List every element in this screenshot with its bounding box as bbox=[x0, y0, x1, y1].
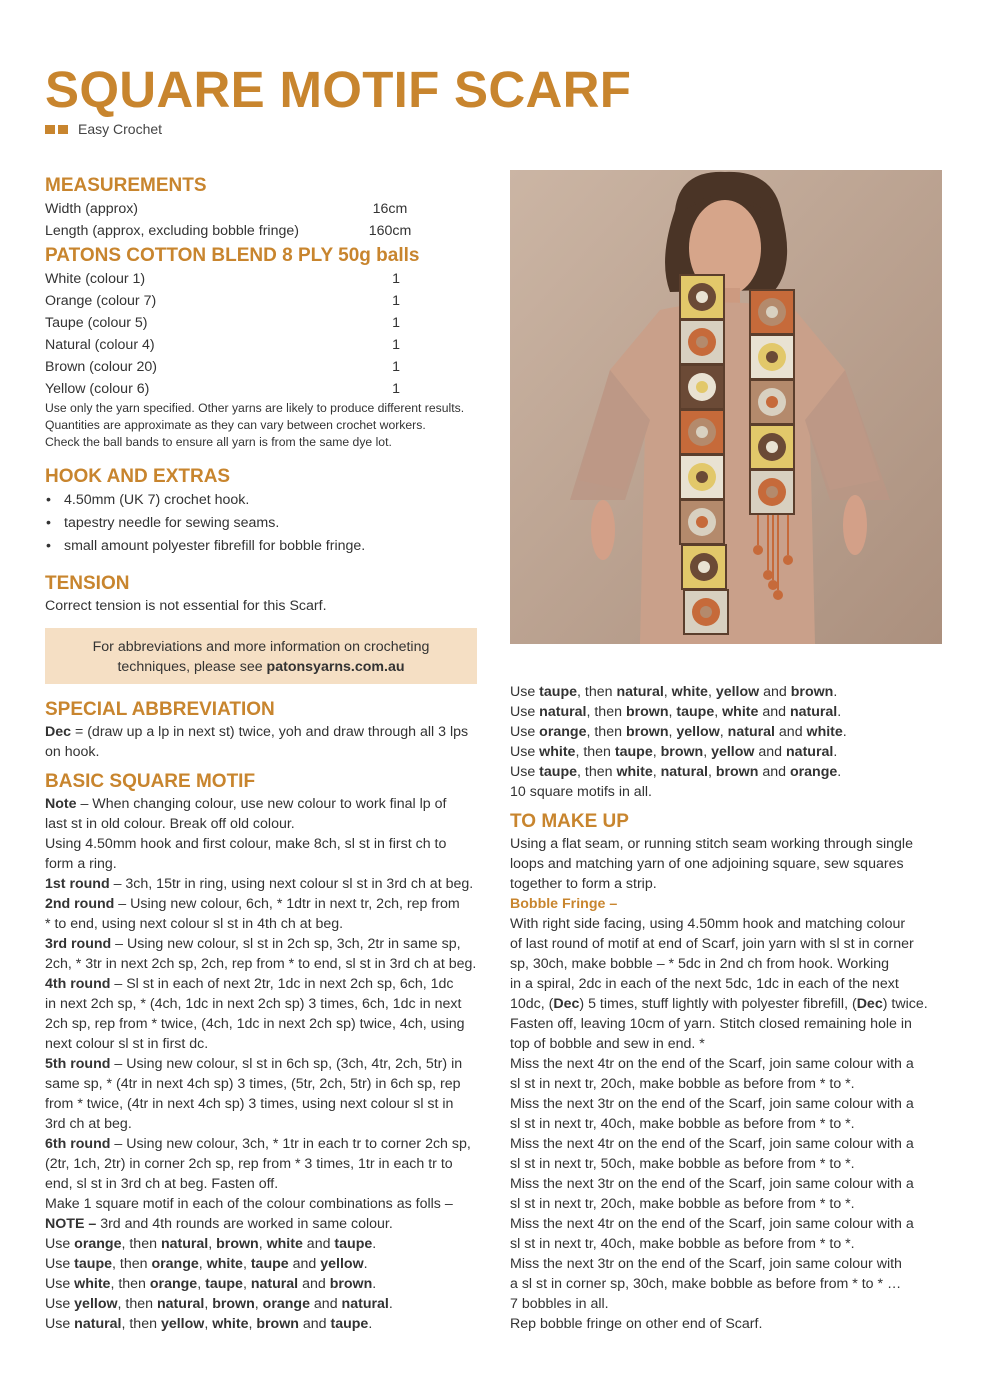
instruction-line: 2ch sp, rep from * twice, (4ch, 1dc in next 2ch sp) twice, 4ch, using bbox=[45, 1016, 465, 1032]
colour-name: white bbox=[806, 724, 843, 740]
combination-text: , bbox=[663, 684, 672, 700]
combination-text: , bbox=[719, 724, 728, 740]
measurement-row bbox=[45, 198, 485, 220]
combination-text: Use bbox=[45, 1256, 75, 1272]
yarn-row bbox=[45, 356, 485, 378]
colour-combination-line bbox=[510, 762, 950, 782]
instruction-text: ) twice. bbox=[882, 996, 928, 1012]
tension-heading: TENSION bbox=[45, 573, 130, 594]
scarf-motif-centre bbox=[766, 441, 778, 453]
instruction-line: loops and matching yarn of one adjoining square, sew squares bbox=[510, 856, 904, 872]
combination-text: and bbox=[288, 1256, 321, 1272]
basic-square-instructions bbox=[45, 794, 485, 1234]
instruction-line: form a ring. bbox=[45, 856, 117, 872]
to-make-up-heading: TO MAKE UP bbox=[510, 811, 629, 832]
abbreviation-term: Dec bbox=[856, 996, 883, 1012]
combination-text: , then bbox=[577, 684, 617, 700]
yarn-qty: 1 bbox=[392, 381, 400, 397]
colour-name: white bbox=[539, 744, 576, 760]
website-link[interactable]: patonsyarns.com.au bbox=[266, 659, 405, 675]
colour-name: brown bbox=[625, 724, 669, 740]
colour-combination-line bbox=[510, 702, 950, 722]
colour-name: white bbox=[74, 1276, 111, 1292]
round-label: 2nd round bbox=[45, 896, 115, 912]
instruction-line bbox=[45, 874, 485, 894]
instruction-text: – Using new colour, sl st in 6ch sp, (3ch, 4tr, 2ch, 5tr) in bbox=[110, 1056, 463, 1072]
page-title: SQUARE MOTIF SCARF bbox=[45, 61, 632, 118]
basic-square-heading: BASIC SQUARE MOTIF bbox=[45, 771, 256, 792]
yarn-label: White (colour 1) bbox=[45, 271, 146, 287]
combination-text: . bbox=[833, 684, 838, 700]
instruction-line: Miss the next 4tr on the end of the Scarf, join same colour with a bbox=[510, 1136, 914, 1152]
bobble bbox=[783, 555, 793, 565]
colour-name: taupe bbox=[539, 684, 578, 700]
instruction-line: sl st in next tr, 50ch, make bobble as before from * to *. bbox=[510, 1156, 855, 1172]
colour-name: brown bbox=[715, 764, 759, 780]
instruction-line: Miss the next 4tr on the end of the Scarf, join same colour with a bbox=[510, 1056, 914, 1072]
instruction-line: Make 1 square motif in each of the colour combinations as folls – bbox=[45, 1196, 453, 1212]
special-abbreviation-heading: SPECIAL ABBREVIATION bbox=[45, 699, 275, 720]
colour-name: yellow bbox=[74, 1296, 118, 1312]
instruction-line: together to form a strip. bbox=[510, 876, 657, 892]
scarf-motif-centre bbox=[696, 336, 708, 348]
colour-name: natural bbox=[539, 704, 587, 720]
colour-name: taupe bbox=[539, 764, 578, 780]
yarn-note-line: Use only the yarn specified. Other yarns are likely to produce different results. bbox=[45, 401, 465, 415]
combination-text: , bbox=[248, 1316, 257, 1332]
yarn-table bbox=[45, 268, 485, 400]
instruction-text: 3rd and 4th rounds are worked in same colour. bbox=[96, 1216, 393, 1232]
measurements-heading: MEASUREMENTS bbox=[45, 175, 207, 196]
combination-text: and bbox=[298, 1316, 331, 1332]
bobble-fringe-heading: Bobble Fringe – bbox=[510, 896, 618, 912]
combination-text: . bbox=[842, 724, 847, 740]
colour-name: natural bbox=[250, 1276, 299, 1292]
combination-text: Use bbox=[45, 1296, 75, 1312]
yarn-note bbox=[45, 400, 485, 451]
combination-text: and bbox=[759, 684, 791, 700]
instruction-line: same sp, * (4tr in next 4ch sp) 3 times, (5tr, 2ch, 5tr) in 6ch sp, rep bbox=[45, 1076, 461, 1092]
combination-text: . bbox=[833, 744, 838, 760]
colour-name: white bbox=[671, 684, 708, 700]
instruction-line: Fasten off, leaving 10cm of yarn. Stitch closed remaining hole in bbox=[510, 1016, 912, 1032]
colour-combination-line bbox=[45, 1254, 485, 1274]
scarf-motif-centre bbox=[766, 351, 778, 363]
combination-text: Use bbox=[510, 744, 540, 760]
combination-text: and bbox=[758, 704, 790, 720]
combination-text: Use bbox=[510, 684, 540, 700]
colour-name: taupe bbox=[74, 1256, 113, 1272]
combination-text: , bbox=[652, 744, 661, 760]
instruction-line: last st in old colour. Break off old colour. bbox=[45, 816, 295, 832]
yarn-label: Brown (colour 20) bbox=[45, 359, 157, 375]
instruction-line: end, sl st in 3rd ch at beg. Fasten off. bbox=[45, 1176, 279, 1192]
combination-text: , bbox=[258, 1236, 267, 1252]
note-label: Note bbox=[45, 796, 77, 812]
combination-text: , bbox=[242, 1276, 251, 1292]
bobble-fringe-instructions bbox=[510, 1014, 950, 1334]
combination-text: , bbox=[204, 1296, 213, 1312]
combination-text: , bbox=[668, 724, 677, 740]
left-column bbox=[45, 170, 485, 1334]
colour-name: natural bbox=[786, 744, 834, 760]
instruction-line bbox=[45, 1214, 485, 1234]
yarn-label: Orange (colour 7) bbox=[45, 293, 157, 309]
instruction-line: Miss the next 4tr on the end of the Scarf, join same colour with a bbox=[510, 1216, 914, 1232]
instruction-line: Rep bobble fringe on other end of Scarf. bbox=[510, 1316, 763, 1332]
scarf-motif-centre bbox=[696, 471, 708, 483]
colour-name: orange bbox=[74, 1236, 122, 1252]
colour-name: taupe bbox=[334, 1236, 373, 1252]
instruction-line: (2tr, 1ch, 2tr) in corner 2ch sp, rep from * 3 times, 1tr in each tr to bbox=[45, 1156, 453, 1172]
colour-name: yellow bbox=[715, 684, 760, 700]
colour-name: taupe bbox=[330, 1316, 369, 1332]
scarf-motif-centre bbox=[696, 516, 708, 528]
colour-name: taupe bbox=[250, 1256, 289, 1272]
colour-name: natural bbox=[616, 684, 664, 700]
combination-text: , then bbox=[112, 1256, 152, 1272]
yarn-qty: 1 bbox=[392, 271, 400, 287]
hook-list-item: • 4.50mm (UK 7) crochet hook. bbox=[45, 489, 485, 512]
combination-text: and bbox=[774, 724, 807, 740]
combination-text: , then bbox=[117, 1296, 157, 1312]
hook-heading: HOOK AND EXTRAS bbox=[45, 466, 231, 487]
combination-text: , bbox=[668, 704, 677, 720]
hook-list-item: • small amount polyester fibrefill for bobble fringe. bbox=[45, 535, 485, 558]
motif-total: 10 square motifs in all. bbox=[510, 784, 652, 800]
colour-name: white bbox=[722, 704, 759, 720]
colour-name: taupe bbox=[205, 1276, 243, 1292]
yarn-label: Yellow (colour 6) bbox=[45, 381, 150, 397]
combination-text: and bbox=[302, 1236, 335, 1252]
combination-text: Use bbox=[510, 704, 540, 720]
note-label: NOTE – bbox=[45, 1216, 97, 1232]
instruction-line: 2ch, * 3tr in next 2ch sp, 2ch, rep from * to end, sl st in 3rd ch at beg. bbox=[45, 956, 477, 972]
combination-text: . bbox=[388, 1296, 393, 1312]
instruction-text: 10dc, ( bbox=[510, 996, 554, 1012]
combination-text: Use bbox=[45, 1316, 75, 1332]
combination-text: , then bbox=[121, 1236, 161, 1252]
yarn-qty: 1 bbox=[392, 293, 400, 309]
colour-name: yellow bbox=[676, 724, 720, 740]
combination-text: , bbox=[197, 1276, 206, 1292]
colour-combination-line bbox=[510, 742, 950, 762]
instruction-line: of last round of motif at end of Scarf, join yarn with sl st in corner bbox=[510, 936, 914, 952]
yarn-row bbox=[45, 334, 485, 356]
yarn-qty: 1 bbox=[392, 337, 400, 353]
yarn-row bbox=[45, 378, 485, 400]
combination-text: . bbox=[363, 1256, 368, 1272]
combination-text: , bbox=[714, 704, 723, 720]
combination-text: , bbox=[208, 1236, 217, 1252]
colour-name: natural bbox=[727, 724, 775, 740]
instruction-line: in a spiral, 2dc in each of the next 5dc, 1dc in each of the next bbox=[510, 976, 899, 992]
instruction-line: next colour sl st in first dc. bbox=[45, 1036, 209, 1052]
colour-name: brown bbox=[790, 684, 834, 700]
instruction-line bbox=[45, 1054, 485, 1074]
colour-name: natural bbox=[157, 1296, 205, 1312]
colour-combination-line bbox=[510, 682, 950, 702]
round-label: 1st round bbox=[45, 876, 110, 892]
combination-text: , then bbox=[577, 764, 617, 780]
colour-name: white bbox=[266, 1236, 303, 1252]
combination-text: Use bbox=[510, 724, 540, 740]
combination-text: , bbox=[254, 1296, 263, 1312]
abbreviation-term: Dec bbox=[553, 996, 580, 1012]
round-label: 4th round bbox=[45, 976, 111, 992]
instruction-line: sl st in next tr, 20ch, make bobble as before from * to *. bbox=[510, 1196, 855, 1212]
yarn-label: Taupe (colour 5) bbox=[45, 315, 148, 331]
instruction-line: 3rd ch at beg. bbox=[45, 1116, 132, 1132]
colour-name: yellow bbox=[711, 744, 755, 760]
bobble bbox=[753, 545, 763, 555]
info-line bbox=[45, 657, 477, 677]
colour-name: brown bbox=[256, 1316, 299, 1332]
combination-text: , bbox=[652, 764, 661, 780]
combination-text: , bbox=[198, 1256, 207, 1272]
combination-text: , bbox=[707, 764, 716, 780]
combination-text: , then bbox=[586, 724, 626, 740]
colour-name: brown bbox=[212, 1296, 255, 1312]
colour-name: natural bbox=[160, 1236, 209, 1252]
instruction-line: Using 4.50mm hook and first colour, make 8ch, sl st in first ch to bbox=[45, 836, 447, 852]
instruction-line bbox=[45, 934, 485, 954]
hook-list-item: • tapestry needle for sewing seams. bbox=[45, 512, 485, 535]
yarn-row bbox=[45, 268, 485, 290]
instruction-line: a sl st in corner sp, 30ch, make bobble as before from * to * … bbox=[510, 1276, 902, 1292]
instruction-line bbox=[45, 894, 485, 914]
instruction-text: – Sl st in each of next 2tr, 1dc in next 2ch sp, 6ch, 1dc bbox=[110, 976, 454, 992]
special-abbreviation-text bbox=[45, 722, 485, 742]
colour-name: yellow bbox=[160, 1316, 205, 1332]
colour-name: orange bbox=[262, 1296, 310, 1312]
instruction-line: Using a flat seam, or running stitch seam working through single bbox=[510, 836, 913, 852]
measurement-value: 16cm bbox=[372, 201, 408, 217]
yarn-note-line: Quantities are approximate as they can vary between crochet workers. bbox=[45, 418, 426, 432]
instruction-line: sl st in next tr, 40ch, make bobble as before from * to *. bbox=[510, 1236, 855, 1252]
bobble bbox=[768, 580, 778, 590]
measurement-value: 160cm bbox=[368, 223, 412, 239]
combination-text: and bbox=[298, 1276, 330, 1292]
yarn-row bbox=[45, 312, 485, 334]
instruction-line: * to end, using next colour sl st in 4th ch at beg. bbox=[45, 916, 344, 932]
colour-name: orange bbox=[789, 764, 838, 780]
tension-text: Correct tension is not essential for this Scarf. bbox=[45, 598, 327, 614]
scarf-motif-centre bbox=[696, 426, 708, 438]
combination-text: , bbox=[204, 1316, 213, 1332]
difficulty-label: Easy Crochet bbox=[78, 121, 163, 137]
colour-name: natural bbox=[789, 704, 838, 720]
colour-name: yellow bbox=[320, 1256, 364, 1272]
combination-text: Use bbox=[510, 764, 540, 780]
colour-name: white bbox=[206, 1256, 243, 1272]
abbreviation-definition: = (draw up a lp in next st) twice, yoh and draw through all 3 lps bbox=[71, 724, 469, 740]
colour-name: orange bbox=[151, 1256, 199, 1272]
info-line: For abbreviations and more information on crocheting bbox=[92, 639, 430, 655]
colour-combination-line bbox=[45, 1314, 485, 1334]
abbreviation-term: Dec bbox=[45, 724, 72, 740]
instruction-line: in next 2ch sp, * (4ch, 1dc in next 2ch sp) 3 times, 6ch, 1dc in next bbox=[45, 996, 462, 1012]
difficulty-square-icon bbox=[45, 125, 55, 134]
instruction-line: sl st in next tr, 20ch, make bobble as before from * to *. bbox=[510, 1076, 855, 1092]
instruction-text: – 3ch, 15tr in ring, using next colour sl st in 3rd ch at beg. bbox=[109, 876, 474, 892]
colour-name: taupe bbox=[676, 704, 715, 720]
scarf-motif-centre bbox=[766, 486, 778, 498]
instruction-line bbox=[510, 994, 950, 1014]
instruction-text: – When changing colour, use new colour to work final lp of bbox=[76, 796, 447, 812]
instruction-text: – Using new colour, 6ch, * 1dtr in next tr, 2ch, rep from bbox=[114, 896, 460, 912]
combination-text: , bbox=[707, 684, 716, 700]
info-text: techniques, please see bbox=[117, 659, 267, 675]
combination-text: Use bbox=[45, 1276, 75, 1292]
combination-text: . bbox=[368, 1316, 373, 1332]
instruction-line bbox=[45, 794, 485, 814]
colour-name: white bbox=[212, 1316, 249, 1332]
colour-combination-list bbox=[45, 1234, 485, 1334]
info-box bbox=[45, 628, 477, 684]
colour-name: natural bbox=[74, 1316, 122, 1332]
combination-text: , then bbox=[586, 704, 626, 720]
instruction-line: Miss the next 3tr on the end of the Scarf, join same colour with a bbox=[510, 1096, 914, 1112]
difficulty-indicator bbox=[45, 120, 162, 138]
combination-text: . bbox=[837, 704, 842, 720]
colour-name: brown bbox=[660, 744, 704, 760]
combination-text: , bbox=[242, 1256, 251, 1272]
instruction-text: ) 5 times, stuff lightly with polyester fibrefill, ( bbox=[579, 996, 857, 1012]
combination-text: and bbox=[754, 744, 787, 760]
scarf-motif-centre bbox=[696, 381, 708, 393]
combination-text: and bbox=[758, 764, 790, 780]
colour-name: white bbox=[616, 764, 653, 780]
combination-text: and bbox=[309, 1296, 342, 1312]
colour-combination-list bbox=[510, 682, 950, 782]
instruction-line: from * twice, (4tr in next 4ch sp) 3 times, using next colour sl st in bbox=[45, 1096, 454, 1112]
colour-combination-line bbox=[45, 1274, 485, 1294]
instruction-line: Miss the next 3tr on the end of the Scarf, join same colour with bbox=[510, 1256, 902, 1272]
colour-name: natural bbox=[341, 1296, 389, 1312]
measurement-row bbox=[45, 220, 485, 242]
instruction-line: sl st in next tr, 40ch, make bobble as before from * to *. bbox=[510, 1116, 855, 1132]
instruction-line: sp, 30ch, make bobble – * 5dc in 2nd ch from hook. Working bbox=[510, 956, 890, 972]
instruction-line: Miss the next 3tr on the end of the Scarf, join same colour with a bbox=[510, 1176, 914, 1192]
colour-combination-line bbox=[510, 722, 950, 742]
yarn-qty: 1 bbox=[392, 359, 400, 375]
instruction-text: – Using new colour, sl st in 2ch sp, 3ch, 2tr in same sp, bbox=[111, 936, 461, 952]
scarf-motif-centre bbox=[766, 396, 778, 408]
colour-name: orange bbox=[149, 1276, 198, 1292]
yarn-row bbox=[45, 290, 485, 312]
measurement-label: Length (approx, excluding bobble fringe) bbox=[45, 223, 299, 239]
instruction-line: top of bobble and sew in end. * bbox=[510, 1036, 705, 1052]
combination-text: , bbox=[703, 744, 712, 760]
round-label: 3rd round bbox=[45, 936, 112, 952]
model-photo-illustration bbox=[510, 170, 942, 644]
difficulty-square-icon bbox=[58, 125, 68, 134]
round-label: 5th round bbox=[45, 1056, 111, 1072]
combination-text: . bbox=[837, 764, 842, 780]
yarn-qty: 1 bbox=[392, 315, 400, 331]
scarf-motif-centre bbox=[700, 606, 712, 618]
scarf-motif-centre bbox=[766, 306, 778, 318]
instruction-line: 7 bobbles in all. bbox=[510, 1296, 609, 1312]
colour-name: orange bbox=[539, 724, 587, 740]
instruction-line bbox=[45, 974, 485, 994]
yarn-heading: PATONS COTTON BLEND 8 PLY 50g balls bbox=[45, 245, 420, 266]
yarn-note-line: Check the ball bands to ensure all yarn is from the same dye lot. bbox=[45, 435, 392, 449]
colour-name: brown bbox=[329, 1276, 373, 1292]
colour-name: brown bbox=[625, 704, 669, 720]
colour-name: taupe bbox=[614, 744, 653, 760]
hook-list bbox=[45, 489, 485, 558]
instruction-line bbox=[45, 1134, 485, 1154]
combination-text: , then bbox=[110, 1276, 150, 1292]
combination-text: . bbox=[372, 1236, 377, 1252]
combination-text: , then bbox=[121, 1316, 161, 1332]
measurement-label: Width (approx) bbox=[45, 201, 139, 217]
scarf-motif-centre bbox=[698, 561, 710, 573]
combination-text: , then bbox=[575, 744, 615, 760]
scarf-motif-centre bbox=[696, 291, 708, 303]
model-wearing-scarf-photo bbox=[510, 170, 942, 644]
colour-name: brown bbox=[216, 1236, 259, 1252]
combination-text: . bbox=[372, 1276, 377, 1292]
combination-text: Use bbox=[45, 1236, 75, 1252]
round-label: 6th round bbox=[45, 1136, 111, 1152]
right-column bbox=[510, 682, 950, 1334]
instruction-line: With right side facing, using 4.50mm hook and matching colour bbox=[510, 916, 906, 932]
bobble bbox=[773, 590, 783, 600]
colour-combination-line bbox=[45, 1234, 485, 1254]
colour-name: natural bbox=[660, 764, 708, 780]
measurements-table bbox=[45, 198, 485, 242]
instruction-text: – Using new colour, 3ch, * 1tr in each tr to corner 2ch sp, bbox=[110, 1136, 471, 1152]
yarn-label: Natural (colour 4) bbox=[45, 337, 155, 353]
bobble bbox=[763, 570, 773, 580]
colour-combination-line bbox=[45, 1294, 485, 1314]
special-abbreviation-text: on hook. bbox=[45, 744, 100, 760]
